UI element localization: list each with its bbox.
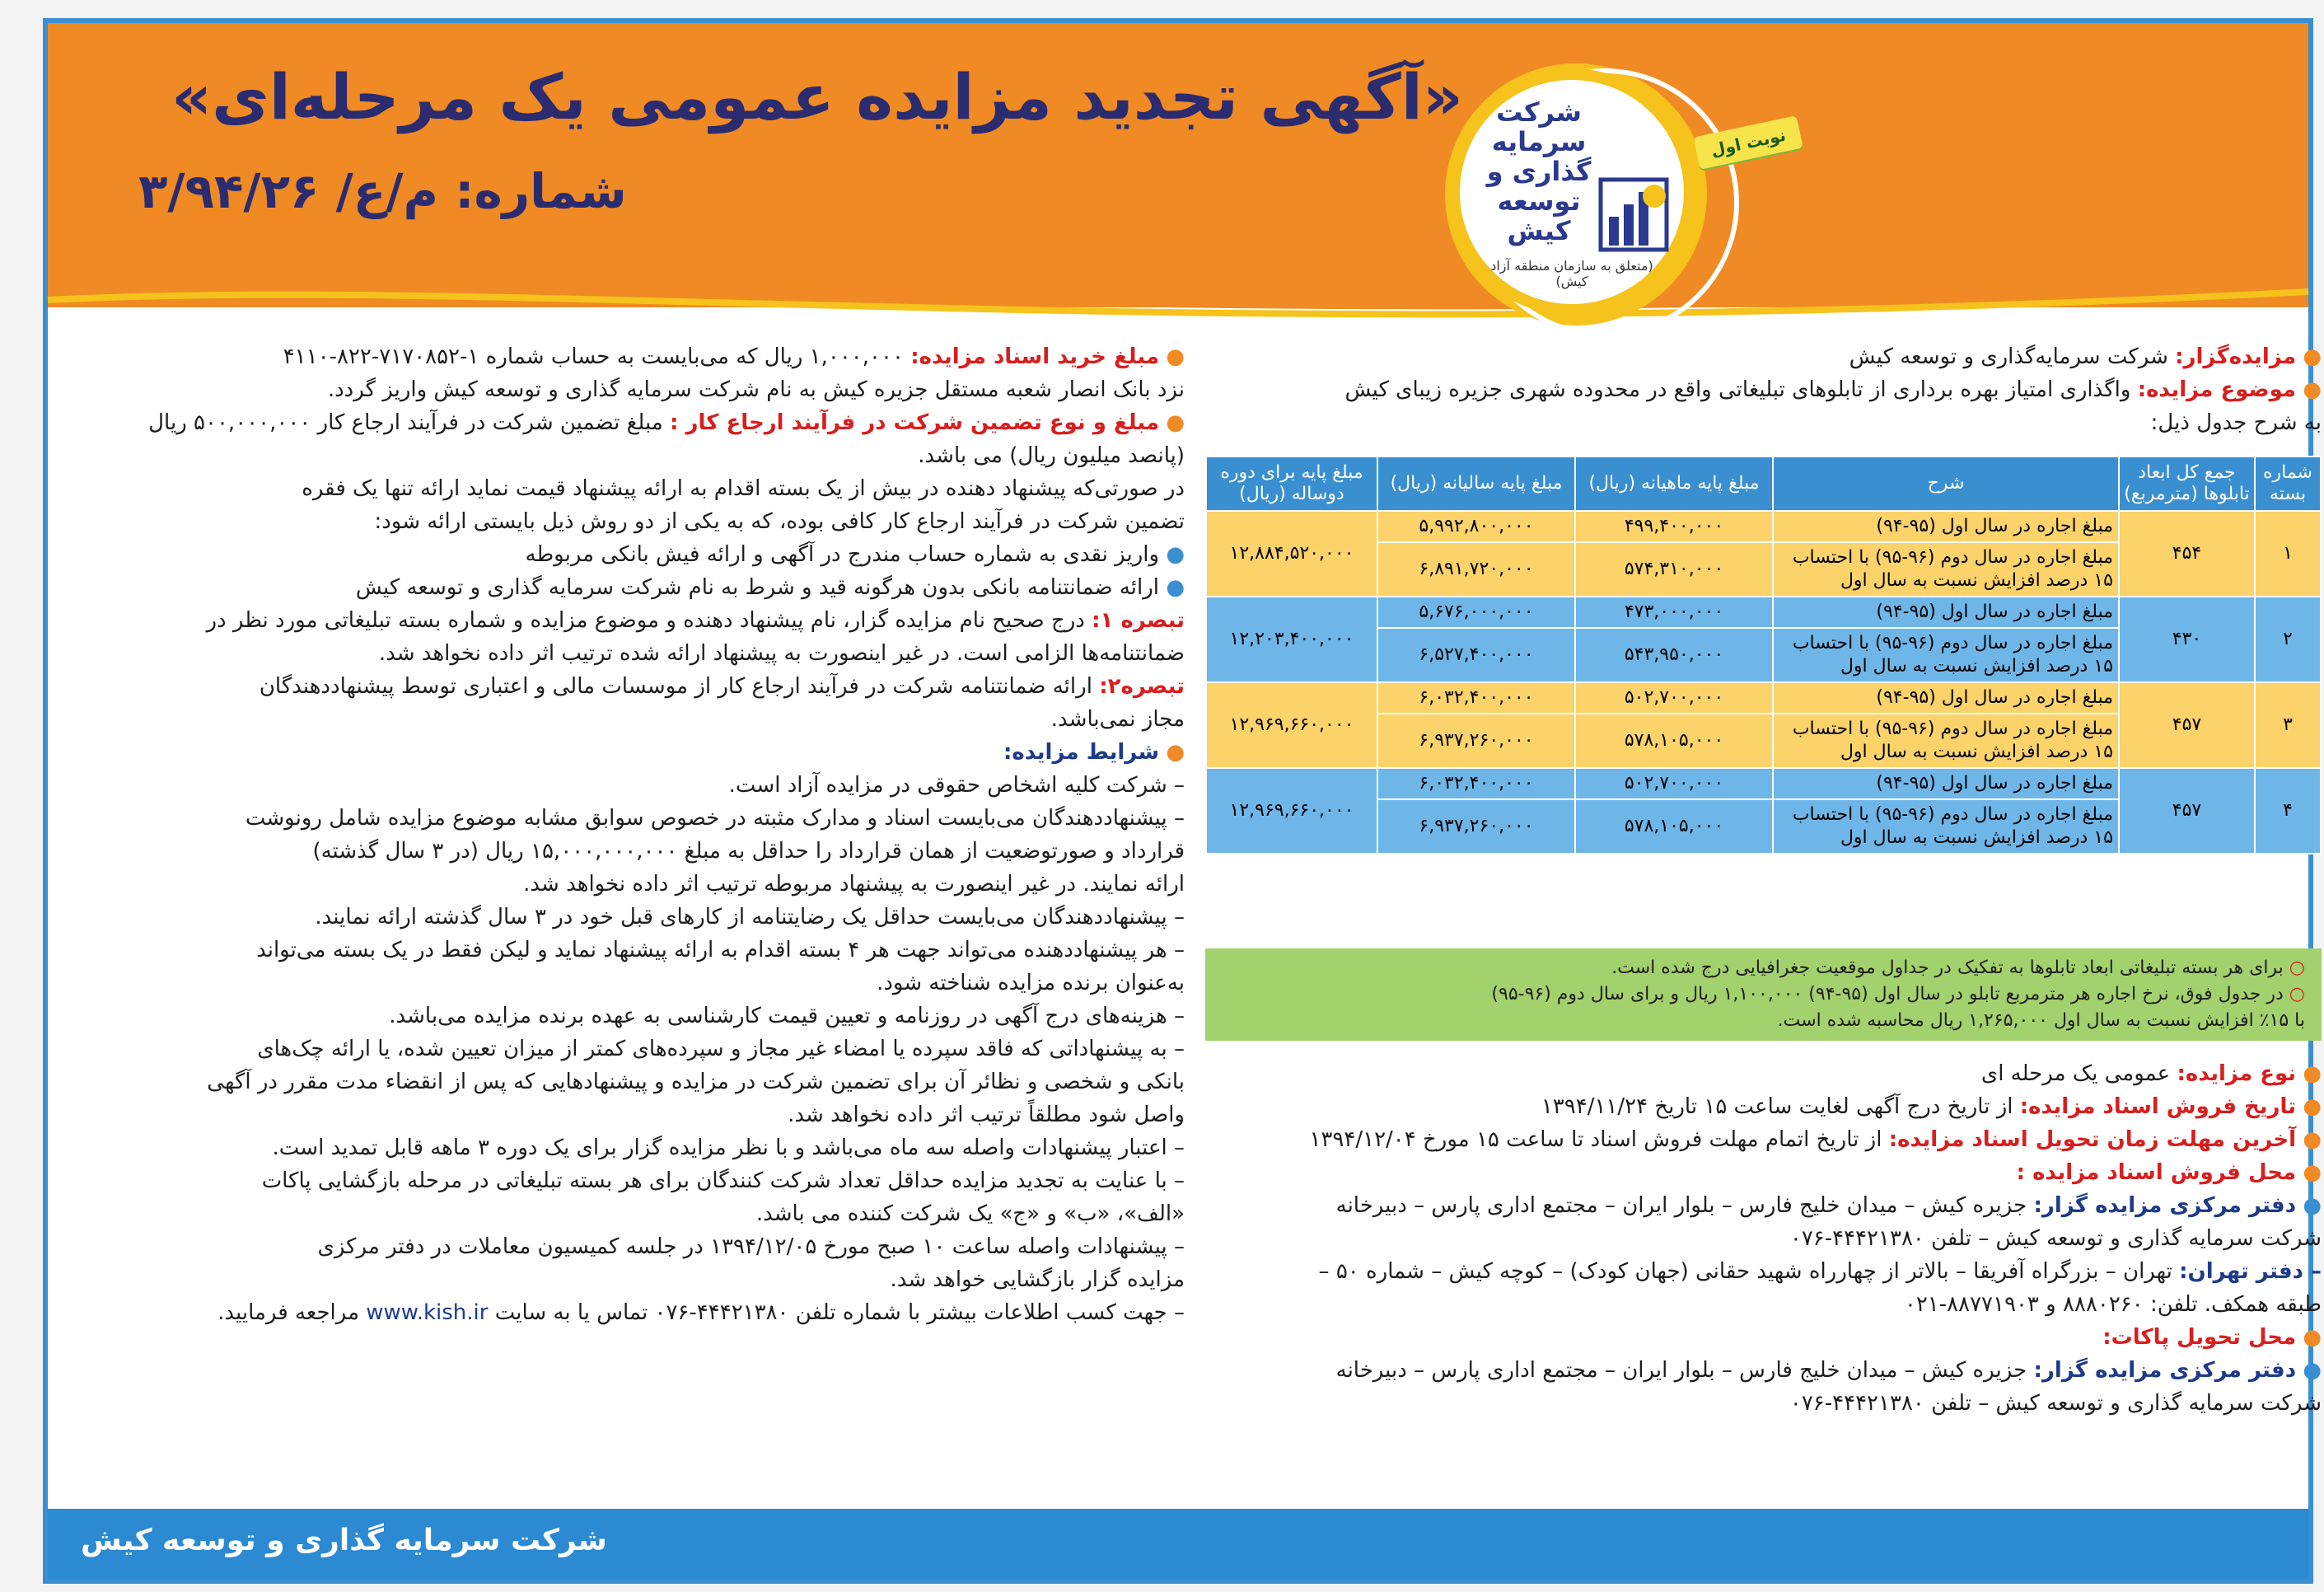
two-year-total: ۱۲,۹۶۹,۶۶۰,۰۰۰	[1206, 682, 1377, 768]
note-bullet-icon: ○	[2289, 984, 2305, 1004]
header-package-no: شماره بسته	[2255, 457, 2321, 511]
note1-continuation: ضمانتنامه‌ها الزامی است. در غیر اینصورت به پیشنهاد ارائه شده ترتیب اثر داده نخواهد شد.	[378, 641, 1185, 666]
advertisement	[43, 18, 2322, 1584]
condition-2c: ارائه نمایند. در غیر اینصورت به پیشنهاد مربوطه ترتیب اثر داده نخواهد شد.	[523, 872, 1185, 897]
place-label: محل فروش اسناد مزایده :	[2016, 1160, 2297, 1185]
package-no: ۲	[2255, 597, 2321, 682]
monthly-year2: ۵۷۴,۳۱۰,۰۰۰	[1575, 542, 1773, 597]
condition-4: – هر پیشنهاددهنده می‌تواند جهت هر ۴ بسته اقدام به ارائه پیشنهاد نماید و لیکن فقط در یک بسته می‌تواند	[256, 938, 1185, 962]
header-description: شرح	[1773, 457, 2119, 511]
two-year-total: ۱۲,۸۸۴,۵۲۰,۰۰۰	[1206, 511, 1377, 597]
organizer-value: شرکت سرمایه‌گذاری و توسعه کیش	[1849, 344, 2168, 369]
row-description-year1: مبلغ اجاره در سال اول (۹۵-۹۴)	[1773, 511, 2119, 542]
note-2: در جدول فوق، نرخ اجاره هر مترمربع تابلو در سال اول (۹۵-۹۴) ۱,۱۰۰,۰۰۰ ریال و برای سال دوم (۹۶-۹۵)	[1491, 984, 2284, 1004]
condition-8: – با عنایت به تجدید مزایده حداقل تعداد شرکت کنندگان برای هر بسته تبلیغاتی در مرحله بازگشایی پاکات	[261, 1168, 1185, 1193]
row-description-year2: مبلغ اجاره در سال دوم (۹۶-۹۵) با احتساب ۱۵ درصد افزایش نسبت به سال اول	[1773, 799, 2119, 854]
first-notice-badge: نوبت اول	[1693, 115, 1803, 170]
table-row	[1206, 511, 2321, 542]
note2-value: ارائه ضمانتنامه شرکت در فرآیند ارجاع کار از موسسات مالی و اعتباری توسط پیشنهاددهندگان	[259, 674, 1092, 699]
condition-6: – به پیشنهاداتی که فاقد سپرده یا امضاء غیر مجاز و سپرده‌های کمتر از میزان تعیین شده، یا ارائه چک‌های	[257, 1037, 1185, 1061]
yearly-year1: ۶,۰۳۲,۴۰۰,۰۰۰	[1377, 768, 1575, 799]
condition-10: – جهت کسب اطلاعات بیشتر با شماره تلفن ۴۴۴۲۱۳۸۰-۰۷۶ تماس یا به سایت	[494, 1300, 1185, 1325]
monthly-year1: ۴۹۹,۴۰۰,۰۰۰	[1575, 511, 1773, 542]
condition-4b: به‌عنوان برنده مزایده شناخته شود.	[877, 971, 1185, 995]
yearly-year1: ۶,۰۳۲,۴۰۰,۰۰۰	[1377, 682, 1575, 714]
yearly-year2: ۶,۹۳۷,۲۶۰,۰۰۰	[1377, 799, 1575, 854]
condition-9b: مزایده گزار بازگشایی خواهد شد.	[890, 1267, 1185, 1292]
bullet-icon: ●	[1166, 410, 1185, 435]
yearly-year2: ۶,۹۳۷,۲۶۰,۰۰۰	[1377, 714, 1575, 768]
bullet-icon: ●	[2303, 1325, 2322, 1350]
office3-value: جزیره کیش – میدان خلیج فارس – بلوار ایران – مجتمع اداری پارس – دبیرخانه	[1335, 1358, 2027, 1383]
sale-label: تاریخ فروش اسناد مزایده:	[2019, 1094, 2297, 1119]
yearly-year2: ۶,۵۲۷,۴۰۰,۰۰۰	[1377, 628, 1575, 682]
office1-phone: شرکت سرمایه گذاری و توسعه کیش – تلفن ۴۴۴۲۱۳۸۰-۰۷۶	[1789, 1226, 2322, 1251]
organizer-label: مزایده‌گزار:	[2175, 344, 2297, 369]
subject-continuation: به شرح جدول ذیل:	[2150, 410, 2322, 435]
yearly-year1: ۵,۹۹۲,۸۰۰,۰۰۰	[1377, 511, 1575, 542]
row-description-year1: مبلغ اجاره در سال اول (۹۵-۹۴)	[1773, 682, 2119, 714]
monthly-year1: ۴۷۳,۰۰۰,۰۰۰	[1575, 597, 1773, 628]
office3-phone: شرکت سرمایه گذاری و توسعه کیش – تلفن ۴۴۴۲۱۳۸۰-۰۷۶	[1789, 1391, 2322, 1416]
row-description-year1: مبلغ اجاره در سال اول (۹۵-۹۴)	[1773, 597, 2119, 628]
note1-value: درج صحیح نام مزایده گزار، نام پیشنهاد دهنده و موضوع مزایده و شماره بسته تبلیغاتی مورد نظر در	[206, 608, 1085, 633]
condition-2: – پیشنهاددهندگان می‌بایست اسناد و مدارک مثبته در خصوص سوابق مشابه موضوع مزایده شامل رونوشت	[245, 806, 1185, 831]
office2-phone: طبقه همکف. تلفن: ۸۸۸۰۲۶۰ و ۸۸۷۷۱۹۰۳-۰۲۱	[1904, 1292, 2322, 1317]
monthly-year1: ۵۰۲,۷۰۰,۰۰۰	[1575, 768, 1773, 799]
condition-9: – پیشنهادات واصله ساعت ۱۰ صبح مورخ ۱۳۹۴/۱۲/۰۵ در جلسه کمیسیون معاملات در دفتر مرکزی	[317, 1234, 1185, 1259]
subject-value: واگذاری امتیاز بهره برداری از تابلوهای تبلیغاتی واقع در محدوده شهری جزیره زیبای کیش	[1344, 377, 2131, 402]
table-row	[1206, 682, 2321, 714]
table-row	[1206, 597, 2321, 628]
note2-continuation: مجاز نمی‌باشد.	[1050, 707, 1185, 732]
note-1: برای هر بسته تبلیغاتی ابعاد تابلوها به تفکیک در جداول موقعیت جغرافیایی درج شده است.	[1611, 958, 2284, 978]
yearly-year2: ۶,۸۹۱,۷۲۰,۰۰۰	[1377, 542, 1575, 597]
bullet-icon: ●	[2303, 1094, 2322, 1119]
guarantee-paragraph: در صورتی‌که پیشنهاد دهنده در بیش از یک بسته اقدام به ارائه پیشنهاد قیمت نماید ارائه تنها یک فقره	[302, 476, 1185, 501]
method-cash: واریز نقدی به شماره حساب مندرج در آگهی و ارائه فیش بانکی مربوطه	[525, 542, 1160, 567]
header-yearly: مبلغ پایه سالیانه (ریال)	[1377, 457, 1575, 511]
condition-5: – هزینه‌های درج آگهی در روزنامه و تعیین قیمت کارشناسی به عهده برنده مزایده می‌باشد.	[389, 1004, 1185, 1028]
bullet-icon: ●	[2303, 1193, 2322, 1218]
bullet-icon: ●	[1166, 542, 1185, 567]
note-bullet-icon: ○	[2289, 958, 2305, 978]
deadline-label: آخرین مهلت زمان تحویل اسناد مزایده:	[1888, 1127, 2297, 1152]
bullet-icon: ●	[2303, 377, 2322, 402]
logo-subtitle: (متعلق به سازمان منطقه آزاد کیش)	[1490, 258, 1653, 289]
ad-number: شماره: م/ع/ ۳/۹۴/۲۶	[138, 163, 627, 219]
type-value: عمومی یک مرحله ای	[1980, 1061, 2171, 1086]
package-no: ۳	[2255, 682, 2321, 768]
conditions-label: شرایط مزایده:	[1003, 740, 1160, 765]
package-area: ۴۳۰	[2119, 597, 2255, 682]
bullet-icon: ●	[2303, 1061, 2322, 1086]
website-link[interactable]: www.kish.ir	[366, 1300, 489, 1325]
left-column	[81, 340, 1185, 1329]
bullet-icon: ●	[2303, 1127, 2322, 1152]
right-column	[1197, 340, 2322, 439]
packages-table	[1205, 456, 2322, 855]
condition-8b: «الف»، «ب» و «ج» یک شرکت کننده می باشد.	[755, 1201, 1185, 1226]
bullet-icon: ●	[1166, 344, 1185, 369]
monthly-year2: ۵۴۳,۹۵۰,۰۰۰	[1575, 628, 1773, 682]
office2-label: – دفتر تهران:	[2179, 1259, 2322, 1284]
condition-2b: قرارداد و صورتوضعیت از همان قرارداد را حداقل به مبلغ ۱۵,۰۰۰,۰۰۰,۰۰۰ ریال (در ۳ سال گذشته)	[312, 839, 1185, 864]
table-row	[1206, 768, 2321, 799]
office3-label: دفتر مرکزی مزایده گزار:	[2033, 1358, 2297, 1383]
header-monthly: مبلغ پایه ماهیانه (ریال)	[1575, 457, 1773, 511]
doc-price-continuation: نزد بانک انصار شعبه مستقل جزیره کیش به نام شرکت سرمایه گذاری و توسعه کیش واریز گردد.	[327, 377, 1185, 402]
guarantee-paragraph-b: تضمین شرکت در فرآیند ارجاع کار کافی بوده، که به یکی از دو روش ذیل بایستی ارائه شود:	[374, 509, 1185, 534]
package-area: ۴۵۷	[2119, 682, 2255, 768]
row-description-year2: مبلغ اجاره در سال دوم (۹۶-۹۵) با احتساب ۱۵ درصد افزایش نسبت به سال اول	[1773, 628, 2119, 682]
two-year-total: ۱۲,۲۰۳,۴۰۰,۰۰۰	[1206, 597, 1377, 682]
deadline-value: از تاریخ اتمام مهلت فروش اسناد تا ساعت ۱۵ مورخ ۱۳۹۴/۱۲/۰۴	[1309, 1127, 1882, 1152]
monthly-year2: ۵۷۸,۱۰۵,۰۰۰	[1575, 799, 1773, 854]
bullet-icon: ●	[2303, 1358, 2322, 1383]
bullet-icon: ●	[2303, 344, 2322, 369]
method-bank-guarantee: ارائه ضمانتنامه بانکی بدون هرگونه قید و شرط به نام شرکت سرمایه گذاری و توسعه کیش	[355, 575, 1160, 600]
footer-company: شرکت سرمایه گذاری و توسعه کیش	[81, 1524, 607, 1557]
package-area: ۴۵۷	[2119, 768, 2255, 854]
yearly-year1: ۵,۶۷۶,۰۰۰,۰۰۰	[1377, 597, 1575, 628]
delivery-label: محل تحویل پاکات:	[2102, 1325, 2297, 1350]
subject-label: موضوع مزایده:	[2137, 377, 2297, 402]
monthly-year1: ۵۰۲,۷۰۰,۰۰۰	[1575, 682, 1773, 714]
bullet-icon: ●	[1166, 575, 1185, 600]
logo-name: شرکت سرمایه گذاری و توسعه کیش	[1486, 96, 1592, 246]
doc-price-label: مبلغ خرید اسناد مزایده:	[910, 344, 1160, 369]
condition-6c: واصل شود مطلقاً ترتیب اثر داده نخواهد شد.	[788, 1103, 1185, 1127]
note1-label: تبصره ۱:	[1092, 608, 1185, 633]
condition-3: – پیشنهاددهندگان می‌بایست حداقل یک رضایتنامه از کارهای قبل خود در ۳ سال گذشته ارائه نمایند.	[315, 905, 1185, 929]
guarantee-continuation: (پانصد میلیون ریال) می باشد.	[918, 443, 1185, 468]
office1-value: جزیره کیش – میدان خلیج فارس – بلوار ایران – مجتمع اداری پارس – دبیرخانه	[1335, 1193, 2027, 1218]
guarantee-label: مبلغ و نوع تضمین شرکت در فرآیند ارجاع کار :	[670, 410, 1160, 435]
header-area: جمع کل ابعاد تابلوها (مترمربع)	[2119, 457, 2255, 511]
package-no: ۱	[2255, 511, 2321, 597]
row-description-year2: مبلغ اجاره در سال دوم (۹۶-۹۵) با احتساب ۱۵ درصد افزایش نسبت به سال اول	[1773, 542, 2119, 597]
right-column-lower	[1197, 1057, 2322, 1420]
monthly-year2: ۵۷۸,۱۰۵,۰۰۰	[1575, 714, 1773, 768]
package-no: ۴	[2255, 768, 2321, 854]
table-header-row	[1206, 457, 2321, 511]
condition-10-end: مراجعه فرمایید.	[217, 1300, 360, 1325]
office2-value: تهران – بزرگراه آفریقا – بالاتر از چهارراه شهید حقانی (جهان کودک) – کوچه کیش – شماره ۵۰ –	[1318, 1259, 2172, 1284]
row-description-year1: مبلغ اجاره در سال اول (۹۵-۹۴)	[1773, 768, 2119, 799]
ad-title: «آگهی تجدید مزایده عمومی یک مرحله‌ای»	[171, 60, 1463, 133]
row-description-year2: مبلغ اجاره در سال دوم (۹۶-۹۵) با احتساب ۱۵ درصد افزایش نسبت به سال اول	[1773, 714, 2119, 768]
table-notes	[1205, 948, 2322, 1041]
guarantee-value: مبلغ تضمین شرکت در فرآیند ارجاع کار ۵۰۰,۰۰۰,۰۰۰ ریال	[148, 410, 663, 435]
doc-price-value: ۱,۰۰۰,۰۰۰ ریال که می‌بایست به حساب شماره ۱-۷۱۷۰۸۵۲-۸۲۲-۴۱۱۰	[283, 344, 904, 369]
two-year-total: ۱۲,۹۶۹,۶۶۰,۰۰۰	[1206, 768, 1377, 854]
office1-label: دفتر مرکزی مزایده گزار:	[2033, 1193, 2297, 1218]
condition-6b: بانکی و شخصی و نظائر آن برای تضمین شرکت در مزایده و پیشنهادهایی که پس از انقضاء مدت مقرر در آگهی	[207, 1070, 1185, 1094]
condition-1: – شرکت کلیه اشخاص حقوقی در مزایده آزاد است.	[728, 773, 1185, 798]
note2-label: تبصره۲:	[1099, 674, 1185, 699]
logo-bars-icon	[1597, 171, 1671, 254]
type-label: نوع مزایده:	[2177, 1061, 2297, 1086]
footer-band	[48, 1509, 2308, 1579]
bullet-icon: ●	[1166, 740, 1185, 765]
sale-value: از تاریخ درج آگهی لغایت ساعت ۱۵ تاریخ ۱۳۹۴/۱۱/۲۴	[1541, 1094, 2013, 1119]
condition-7: – اعتبار پیشنهادات واصله سه ماه می‌باشد و با نظر مزایده گزار برای یک دوره ۳ ماهه قابل تمدید است.	[272, 1135, 1185, 1160]
bullet-icon: ●	[2303, 1160, 2322, 1185]
header-two-year: مبلغ پایه برای دوره دوساله (ریال)	[1206, 457, 1377, 511]
package-area: ۴۵۴	[2119, 511, 2255, 597]
note-3: با ۱۵٪ افزایش نسبت به سال اول ۱,۲۶۵,۰۰۰ ریال محاسبه شده است.	[1777, 1010, 2305, 1031]
